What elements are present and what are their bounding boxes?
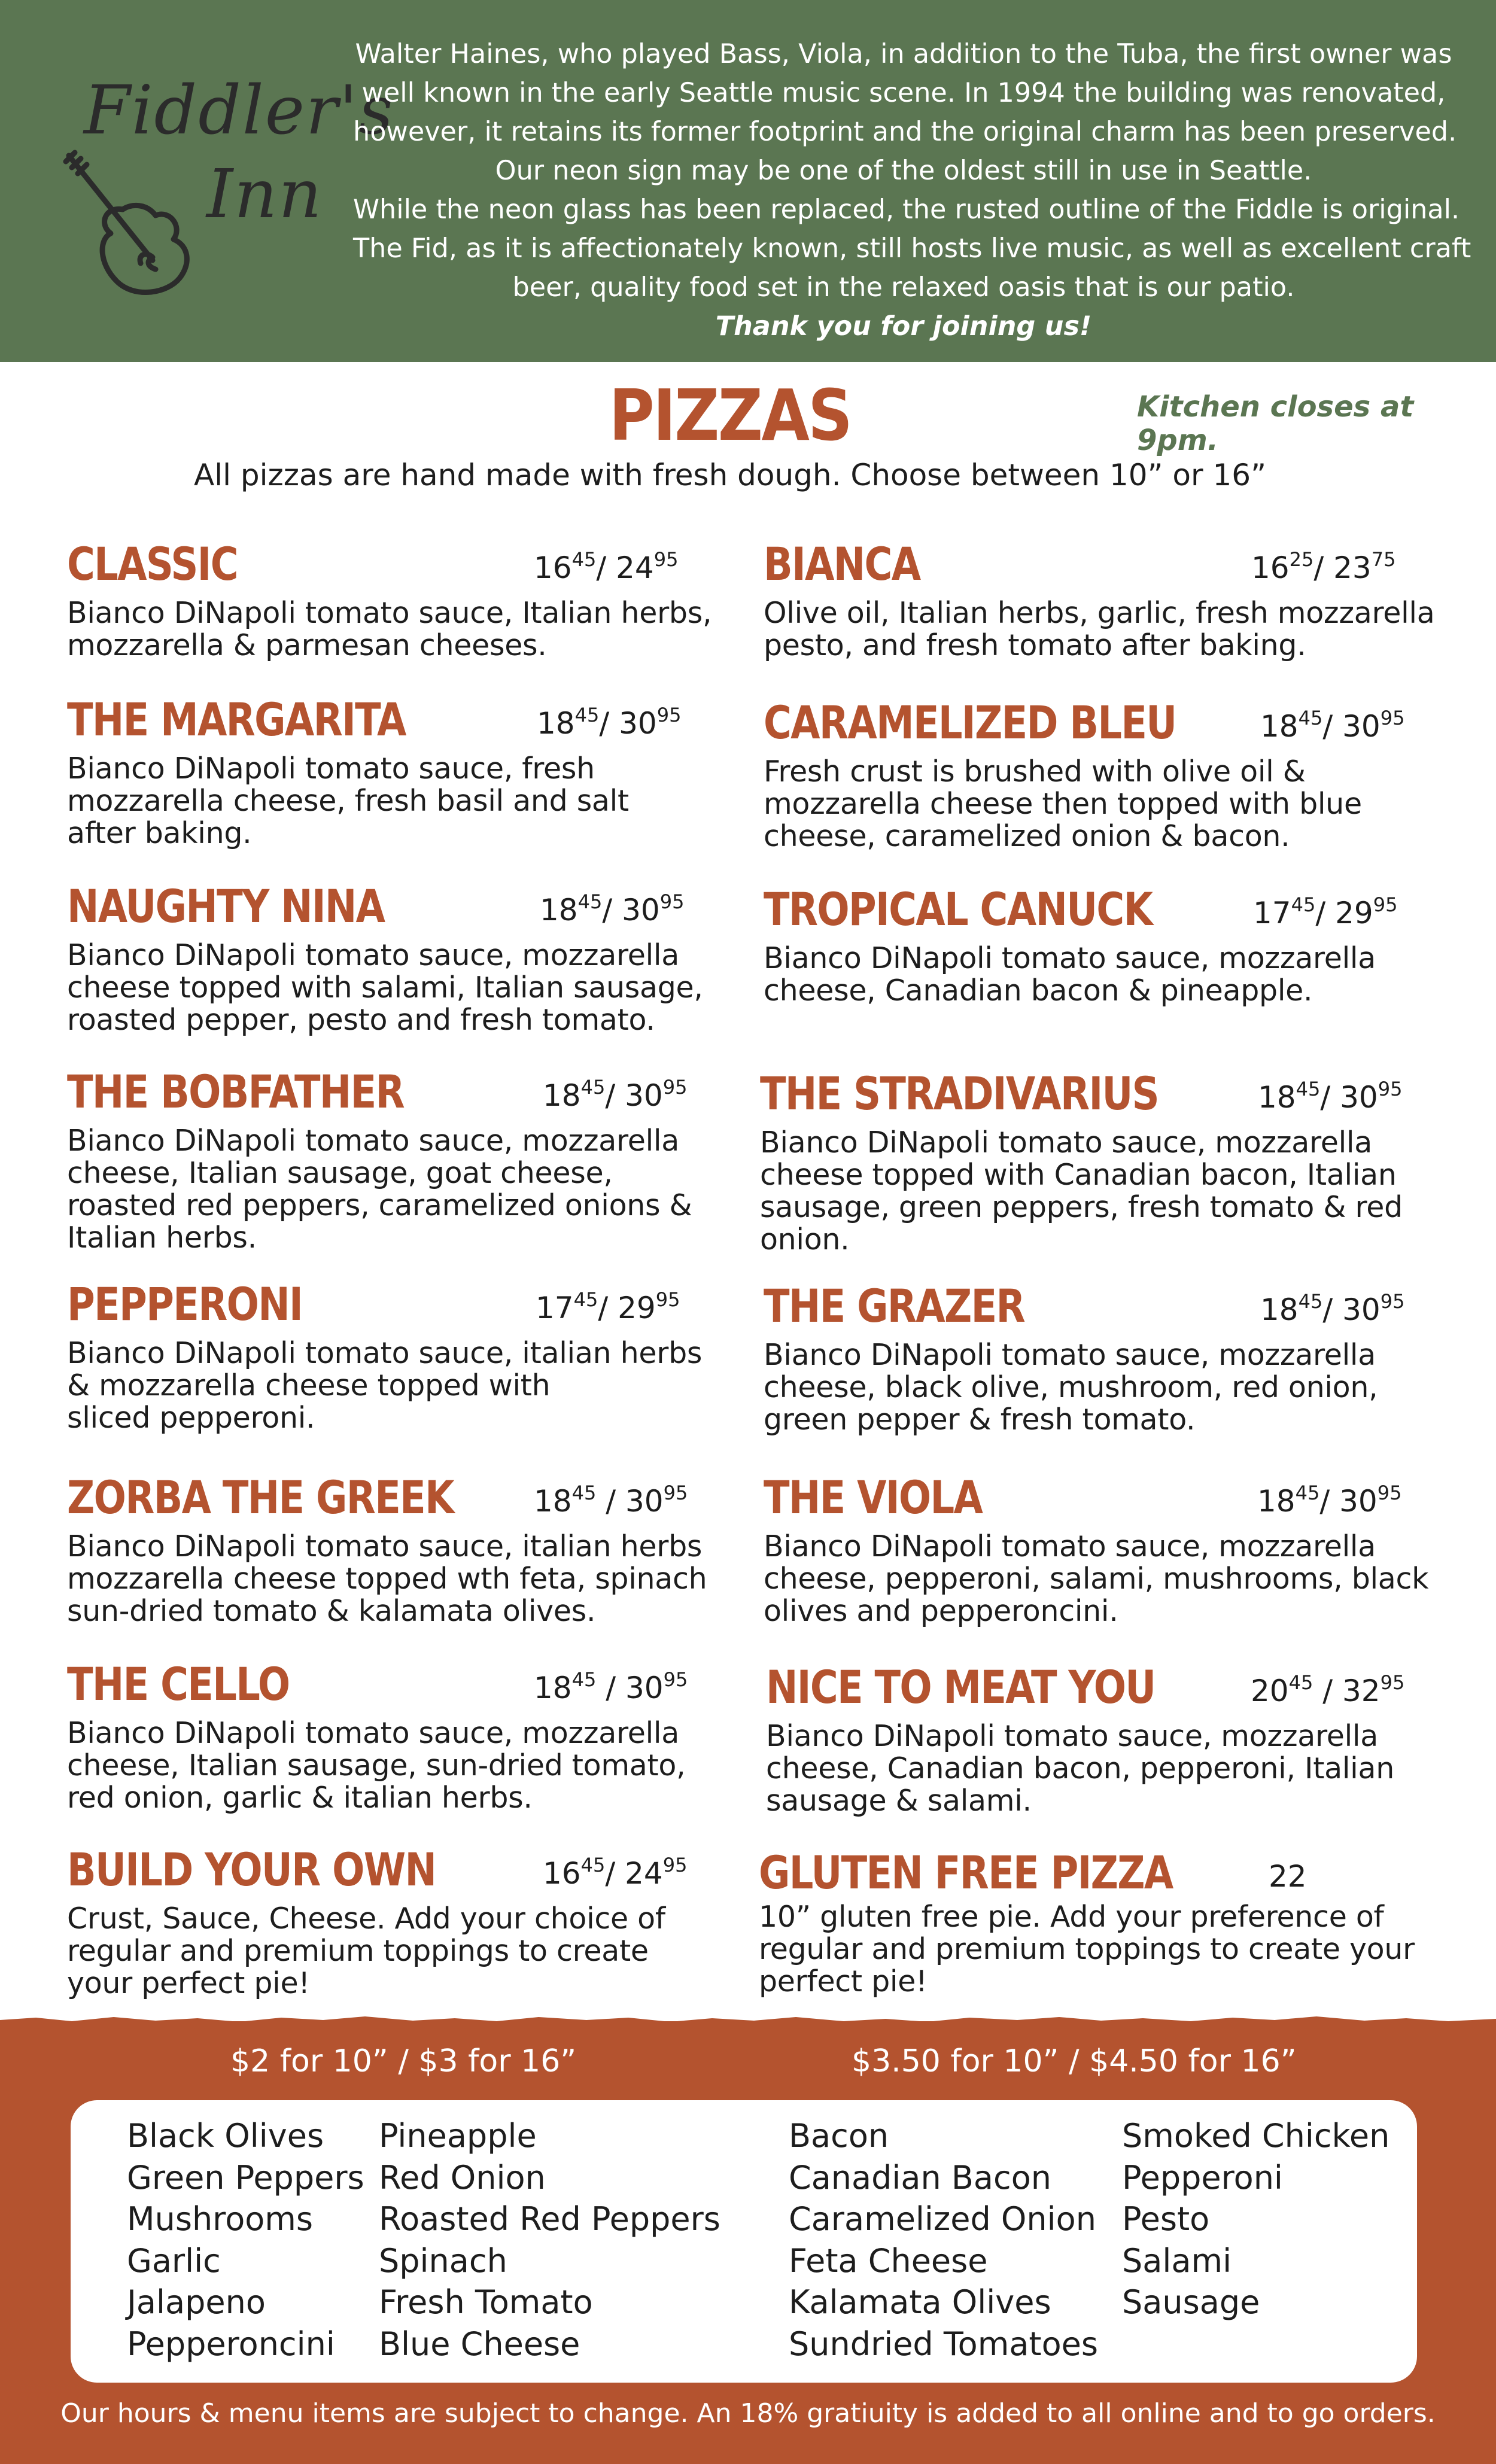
- history-line: Walter Haines, who played Bass, Viola, in addition to the Tuba, the first owner was: [355, 39, 1452, 69]
- pizza-description: Bianco DiNapoli tomato sauce, fresh mozzarella cheese, fresh basil and salt after baking.: [67, 752, 629, 850]
- history-line: Our neon sign may be one of the oldest still in use in Seattle.: [495, 156, 1312, 186]
- pizza-description: Bianco DiNapoli tomato sauce, mozzarella cheese topped with salami, Italian sausage, roasted pepper, pesto and fresh tomato.: [67, 938, 703, 1037]
- topping-item: Jalapeno: [127, 2283, 266, 2321]
- premium-toppings-column-2: [1122, 2115, 1389, 2323]
- pizza-name: GLUTEN FREE PIZZA: [759, 1846, 1173, 1899]
- regular-toppings-column-2: [379, 2115, 720, 2365]
- pizza-price: 22: [1269, 1859, 1307, 1894]
- logo-text-line2: Inn: [206, 156, 323, 233]
- fiddle-icon: [57, 150, 212, 317]
- topping-item: Pepperoncini: [127, 2325, 335, 2363]
- topping-item: Mushrooms: [127, 2200, 314, 2238]
- topping-item: Sausage: [1122, 2283, 1260, 2321]
- pizza-name: THE VIOLA: [764, 1471, 983, 1524]
- pizza-price: $18^{45} / 30^{95}$: [534, 1482, 688, 1519]
- topping-item: Canadian Bacon: [789, 2158, 1051, 2197]
- pizza-name: PEPPERONI: [67, 1277, 303, 1331]
- pizza-description: Fresh crust is brushed with olive oil & mozzarella cheese then topped with blue cheese, caramelized onion & bacon.: [764, 755, 1362, 853]
- pizza-price: $16^{45}/$ $24^{95}$: [543, 1854, 688, 1891]
- topping-item: Feta Cheese: [789, 2241, 988, 2280]
- topping-item: Kalamata Olives: [789, 2283, 1051, 2321]
- pizza-description: Bianco DiNapoli tomato sauce, italian herbs mozzarella cheese topped wth feta, spinach sun-dried tomato & kalamata olives.: [67, 1529, 707, 1628]
- pizza-name: BUILD YOUR OWN: [67, 1843, 436, 1896]
- pizza-name: THE STRADIVARIUS: [760, 1067, 1159, 1120]
- regular-toppings-column-1: [127, 2115, 364, 2365]
- footer-notice: Our hours & menu items are subject to change. An 18% gratiuity is added to all online and to go orders.: [60, 2398, 1436, 2429]
- pizza-name: ZORBA THE GREEK: [67, 1471, 454, 1524]
- pizza-description: Bianco DiNapoli tomato sauce, mozzarella cheese, Italian sausage, sun-dried tomato, red onion, garlic & italian herbs.: [67, 1716, 686, 1815]
- topping-item: Caramelized Onion: [789, 2200, 1096, 2238]
- pizza-name: CARAMELIZED BLEU: [764, 696, 1176, 749]
- logo: [57, 66, 394, 323]
- topping-item: Salami: [1122, 2241, 1232, 2280]
- history-line: however, it retains its former footprint and the original charm has been preserved.: [353, 117, 1457, 147]
- pizza-price: $20^{45} / 32^{95}$: [1251, 1671, 1405, 1708]
- pizza-description: Bianco DiNapoli tomato sauce, Italian herbs, mozzarella & parmesan cheeses.: [67, 596, 712, 662]
- premium-toppings-price: $3.50 for 10” / $4.50 for 16”: [852, 2043, 1297, 2079]
- pizza-price: $18^{45}/$ $30^{95}$: [540, 890, 685, 927]
- topping-item: Smoked Chicken: [1122, 2117, 1390, 2155]
- pizza-description: Bianco DiNapoli tomato sauce, mozzarella cheese, Italian sausage, goat cheese, roasted red peppers, caramelized onions & Italian herbs.: [67, 1124, 692, 1255]
- pizza-description: Olive oil, Italian herbs, garlic, fresh mozzarella pesto, and fresh tomato after baking.: [764, 596, 1435, 662]
- history-line: beer, quality food set in the relaxed oasis that is our patio.: [512, 272, 1295, 303]
- topping-item: Spinach: [379, 2241, 507, 2280]
- pizza-description: Bianco DiNapoli tomato sauce, mozzarella cheese, pepperoni, salami, mushrooms, black olives and pepperoncini.: [764, 1529, 1429, 1628]
- pizza-price: $16^{25}/$ $23^{75}$: [1251, 548, 1396, 585]
- topping-item: Green Peppers: [127, 2158, 364, 2197]
- topping-item: Sundried Tomatoes: [789, 2325, 1098, 2363]
- pizza-price: $18^{45}/$ $30^{95}$: [543, 1076, 688, 1113]
- thank-you-line: Thank you for joining us!: [715, 311, 1092, 342]
- topping-item: Roasted Red Peppers: [379, 2200, 720, 2238]
- history-line: The Fid, as it is affectionately known, still hosts live music, as well as excellent craft: [353, 233, 1471, 264]
- history-text: [353, 35, 1471, 346]
- pizza-name: CLASSIC: [67, 537, 238, 591]
- topping-item: Blue Cheese: [379, 2325, 580, 2363]
- topping-item: Red Onion: [379, 2158, 546, 2197]
- pizza-name: THE BOBFATHER: [67, 1065, 405, 1118]
- pizza-price: $18^{45}/$ $30^{95}$: [1258, 1078, 1403, 1115]
- pizza-price: $17^{45}/$ $29^{95}$: [536, 1288, 680, 1325]
- pizza-name: THE CELLO: [67, 1657, 290, 1711]
- pizza-name: THE MARGARITA: [67, 693, 406, 746]
- pizza-description: Bianco DiNapoli tomato sauce, mozzarella cheese, Canadian bacon, pepperoni, Italian sausage & salami.: [766, 1719, 1394, 1818]
- topping-item: Black Olives: [127, 2117, 324, 2155]
- pizza-description: Bianco DiNapoli tomato sauce, italian herbs & mozzarella cheese topped with sliced pepperoni.: [67, 1336, 703, 1435]
- topping-item: Bacon: [789, 2117, 889, 2155]
- kitchen-hours-note: Kitchen closes at 9pm.: [1137, 390, 1414, 457]
- pizza-description: Bianco DiNapoli tomato sauce, mozzarella cheese topped with Canadian bacon, Italian sausage, green peppers, fresh tomato & red onion.: [760, 1125, 1403, 1257]
- header-banner: [0, 0, 1496, 362]
- pizza-name: TROPICAL CANUCK: [764, 883, 1153, 936]
- pizza-price: $18^{45} / 30^{95}$: [534, 1668, 688, 1705]
- pizza-description: Bianco DiNapoli tomato sauce, mozzarella cheese, black olive, mushroom, red onion, green pepper & fresh tomato.: [764, 1338, 1378, 1437]
- pizza-description: Bianco DiNapoli tomato sauce, mozzarella cheese, Canadian bacon & pineapple.: [764, 941, 1376, 1008]
- logo-text-line1: Fiddler's: [84, 72, 394, 150]
- history-line: well known in the early Seattle music scene. In 1994 the building was renovated,: [361, 78, 1446, 108]
- pizza-price: $18^{45}/$ $30^{95}$: [1260, 707, 1405, 744]
- topping-item: Pesto: [1122, 2200, 1210, 2238]
- pizza-name: BIANCA: [764, 537, 920, 591]
- regular-toppings-price: $2 for 10” / $3 for 16”: [230, 2043, 577, 2079]
- pizza-price: $17^{45}/$ $29^{95}$: [1253, 893, 1398, 930]
- section-title: PIZZAS: [609, 374, 852, 457]
- premium-toppings-column-1: [789, 2115, 1098, 2365]
- pizza-price: $16^{45}/$ $24^{95}$: [534, 548, 679, 585]
- pizza-name: NICE TO MEAT YOU: [766, 1660, 1156, 1714]
- pizza-price: $18^{45}/$ $30^{95}$: [1260, 1290, 1405, 1327]
- pizza-description: 10” gluten free pie. Add your preference of regular and premium toppings to create your perfect pie!: [759, 1900, 1415, 1998]
- topping-item: Garlic: [127, 2241, 221, 2280]
- topping-item: Fresh Tomato: [379, 2283, 593, 2321]
- section-subtitle: All pizzas are hand made with fresh dough. Choose between 10” or 16”: [194, 458, 1266, 492]
- pizza-name: NAUGHTY NINA: [67, 880, 385, 933]
- topping-item: Pineapple: [379, 2117, 537, 2155]
- pizza-price: $18^{45}/$ $30^{95}$: [537, 704, 682, 741]
- pizza-name: THE GRAZER: [764, 1279, 1025, 1333]
- history-line: While the neon glass has been replaced, the rusted outline of the Fiddle is original.: [353, 194, 1460, 225]
- pizza-description: Crust, Sauce, Cheese. Add your choice of regular and premium toppings to create your perfect pie!: [67, 1902, 665, 2000]
- topping-item: Pepperoni: [1122, 2158, 1283, 2197]
- pizza-price: $18^{45}/$ $30^{95}$: [1257, 1482, 1402, 1519]
